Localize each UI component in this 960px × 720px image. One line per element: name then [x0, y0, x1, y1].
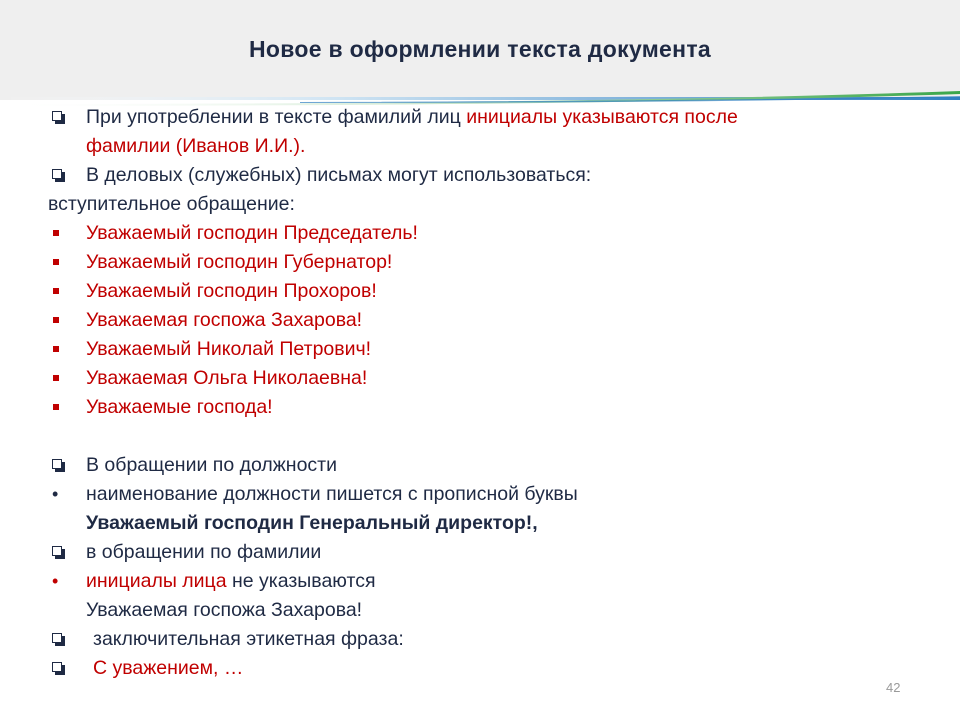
example-text: С уважением, … [93, 657, 244, 679]
item-text: В деловых (служебных) письмах могут использоваться: [86, 164, 592, 186]
example-text: Уважаемая госпожа Захарова! [86, 599, 363, 621]
item-text: в обращении по фамилии [86, 541, 322, 563]
dot-bullet-icon: • [52, 484, 59, 504]
salutation-item [46, 393, 920, 422]
salutation-item [46, 306, 920, 335]
list-item-position [46, 451, 920, 480]
slide-content [46, 103, 920, 683]
list-item-initials [46, 103, 920, 132]
item-text-highlight: фамилии (Иванов И.И.). [86, 135, 306, 157]
bullet-item-capital [46, 480, 920, 509]
item-text: вступительное обращение: [48, 193, 295, 215]
checkbox-bullet-icon [52, 111, 62, 121]
square-bullet-icon [53, 346, 59, 352]
list-item-surname [46, 538, 920, 567]
checkbox-bullet-icon [52, 546, 62, 556]
item-text-highlight: инициалы указываются после [466, 106, 738, 128]
square-bullet-icon [53, 230, 59, 236]
spacer [46, 422, 920, 451]
item-text: наименование должности пишется с прописной буквы [86, 483, 578, 505]
salutation-text: Уважаемый господин Прохоров! [86, 280, 377, 302]
list-item-initials-cont [46, 132, 920, 161]
list-item-closing-example [46, 654, 920, 683]
dot-bullet-icon: • [52, 571, 59, 591]
salutation-item [46, 219, 920, 248]
square-bullet-icon [53, 317, 59, 323]
slide-title: Новое в оформлении текста документа [249, 36, 711, 62]
salutation-item [46, 277, 920, 306]
salutation-text: Уважаемый Николай Петрович! [86, 338, 372, 360]
example-position [46, 509, 920, 538]
checkbox-bullet-icon [52, 459, 62, 469]
salutation-item [46, 364, 920, 393]
intro-address-label [46, 190, 920, 219]
list-item-closing [46, 625, 920, 654]
salutation-text: Уважаемая Ольга Николаевна! [86, 367, 368, 389]
example-surname [46, 596, 920, 625]
salutation-text: Уважаемый господин Председатель! [86, 222, 418, 244]
salutation-text: Уважаемая госпожа Захарова! [86, 309, 363, 331]
salutation-text: Уважаемые господа! [86, 396, 273, 418]
checkbox-bullet-icon [52, 662, 62, 672]
item-text: не указываются [226, 570, 376, 592]
item-text: В обращении по должности [86, 454, 337, 476]
square-bullet-icon [53, 375, 59, 381]
checkbox-bullet-icon [52, 633, 62, 643]
square-bullet-icon [53, 404, 59, 410]
salutation-item [46, 335, 920, 364]
item-text: заключительная этикетная фраза: [93, 628, 404, 650]
salutation-item [46, 248, 920, 277]
item-text: При употреблении в тексте фамилий лиц [86, 106, 467, 128]
example-text: Уважаемый господин Генеральный директор!, [86, 512, 538, 534]
list-item-business-letters [46, 161, 920, 190]
salutation-text: Уважаемый господин Губернатор! [86, 251, 393, 273]
square-bullet-icon [53, 259, 59, 265]
page-number: 42 [886, 680, 901, 695]
square-bullet-icon [53, 288, 59, 294]
bullet-item-initials [46, 567, 920, 596]
item-text-highlight: инициалы лица [86, 570, 227, 592]
checkbox-bullet-icon [52, 169, 62, 179]
